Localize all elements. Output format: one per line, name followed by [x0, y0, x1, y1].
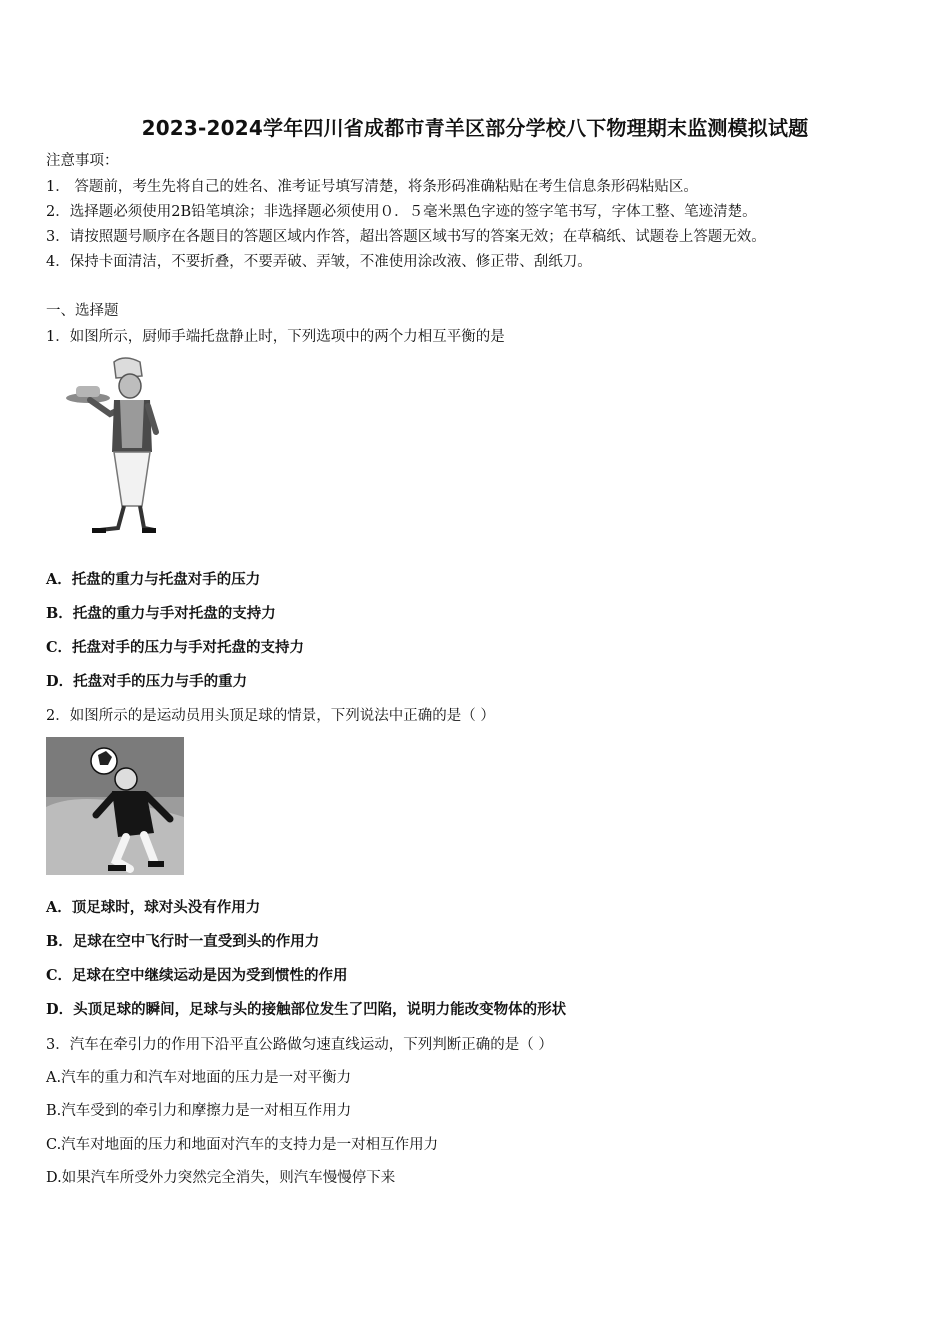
question-2-option-d: D．头顶足球的瞬间，足球与头的接触部位发生了凹陷，说明力能改变物体的形状: [46, 1001, 567, 1018]
soccer-player-heading-ball-figure: [46, 737, 184, 875]
notice-item-3: 3．请按照题号顺序在各题目的答题区域内作答，超出答题区域书写的答案无效；在草稿纸、试题卷上答题无效。: [46, 229, 766, 245]
question-2-option-b: B．足球在空中飞行时一直受到头的作用力: [46, 933, 320, 950]
question-3-option-b: B.汽车受到的牵引力和摩擦力是一对相互作用力: [46, 1103, 352, 1119]
question-3-option-d: D.如果汽车所受外力突然完全消失，则汽车慢慢停下来: [46, 1170, 396, 1186]
question-1-option-c: C．托盘对手的压力与手对托盘的支持力: [46, 639, 305, 656]
exam-title: 2023-2024学年四川省成都市青羊区部分学校八下物理期末监测模拟试题: [141, 116, 809, 140]
notice-item-1: 1． 答题前，考生先将自己的姓名、准考证号填写清楚，将条形码准确粘贴在考生信息条形码粘贴区。: [46, 179, 698, 195]
question-2-option-a: A．顶足球时，球对头没有作用力: [46, 899, 261, 916]
question-1-option-a: A．托盘的重力与托盘对手的压力: [46, 571, 261, 588]
question-1-option-d: D．托盘对手的压力与手的重力: [46, 673, 248, 690]
question-1-option-b: B．托盘的重力与手对托盘的支持力: [46, 605, 276, 622]
question-3-stem: 3．汽车在牵引力的作用下沿平直公路做匀速直线运动，下列判断正确的是（ ）: [46, 1037, 553, 1053]
notice-item-4: 4．保持卡面清洁，不要折叠，不要弄破、弄皱，不准使用涂改液、修正带、刮纸刀。: [46, 254, 592, 270]
question-1-stem: 1．如图所示，厨师手端托盘静止时，下列选项中的两个力相互平衡的是: [46, 329, 505, 345]
notice-heading: 注意事项：: [46, 153, 119, 169]
question-3-option-c: C.汽车对地面的压力和地面对汽车的支持力是一对相互作用力: [46, 1137, 439, 1153]
question-2-stem: 2．如图所示的是运动员用头顶足球的情景，下列说法中正确的是（ ）: [46, 708, 495, 724]
notice-item-2: 2．选择题必须使用2B铅笔填涂；非选择题必须使用０．５毫米黑色字迹的签字笔书写，字体工整、笔迹清楚。: [46, 204, 757, 220]
question-3-option-a: A.汽车的重力和汽车对地面的压力是一对平衡力: [46, 1070, 352, 1086]
chef-holding-tray-figure: [62, 356, 172, 536]
question-2-option-c: C．足球在空中继续运动是因为受到惯性的作用: [46, 967, 348, 984]
section-heading: 一、选择题: [46, 303, 119, 319]
